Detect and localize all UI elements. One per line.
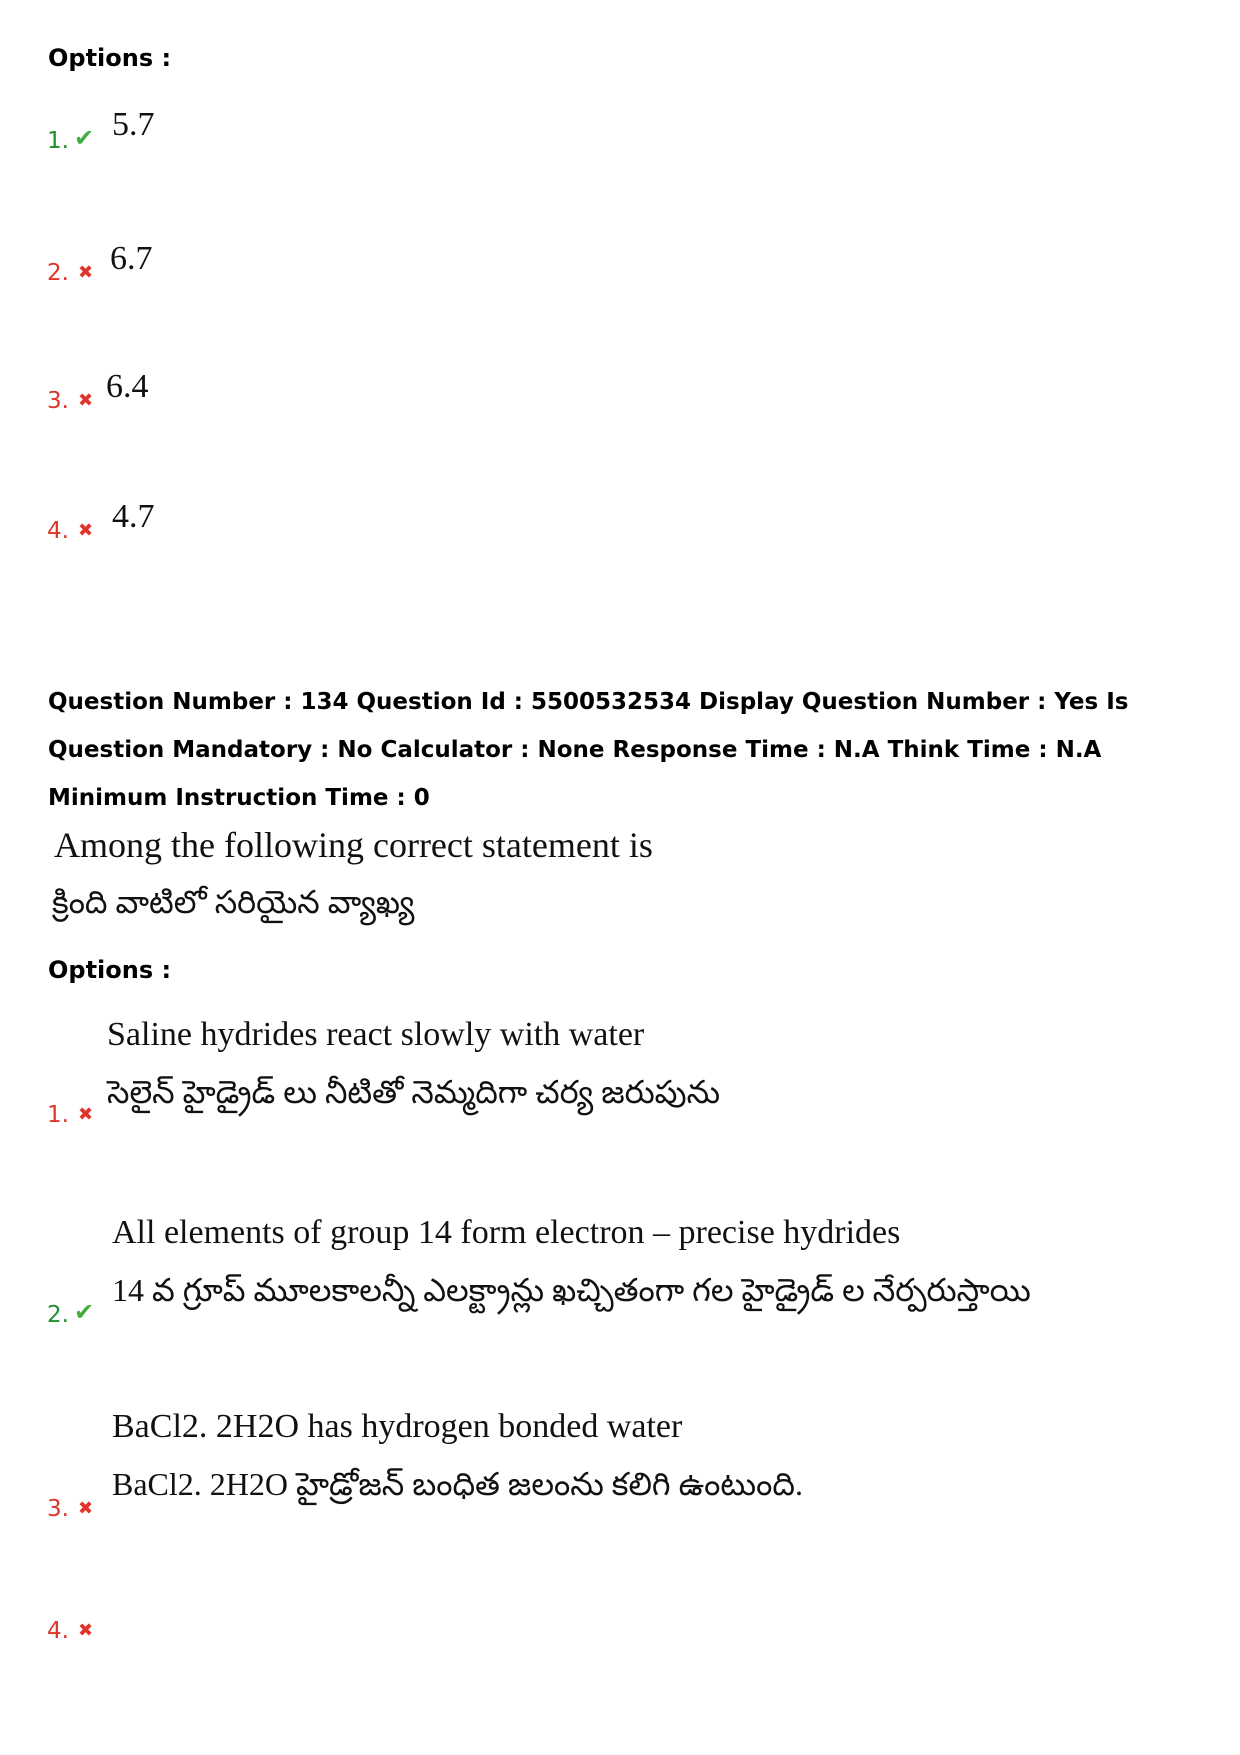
option-number: 2. [47, 260, 69, 286]
option-value: 5.7 [112, 106, 155, 143]
option-text-en: Saline hydrides react slowly with water [107, 1016, 645, 1053]
option-number: 3. [47, 388, 69, 414]
option-number: 4. [47, 518, 69, 544]
cross-icon: ✖ [78, 262, 94, 283]
question-text-te: క్రింది వాటిలో సరియైన వ్యాఖ్య [52, 884, 415, 920]
options-label: Options : [48, 44, 172, 72]
option-number: 4. [47, 1618, 69, 1644]
option-text-en: All elements of group 14 form electron – precise hydrides [112, 1214, 901, 1251]
option-text-te: 14 వ గ్రూప్ మూలకాలన్నీ ఎలక్ట్రాన్లు ఖచ్చితంగా గల హైడ్రైడ్ ల నేర్పరుస్తాయి [112, 1272, 1031, 1308]
option-number: 1. [47, 128, 69, 154]
cross-icon: ✖ [78, 1104, 94, 1125]
question-text-en: Among the following correct statement is [54, 825, 653, 865]
cross-icon: ✖ [78, 1620, 94, 1641]
check-icon: ✔ [74, 1298, 95, 1326]
option-value: 6.4 [106, 368, 149, 405]
option-value: 6.7 [110, 240, 153, 277]
option-number: 3. [47, 1496, 69, 1522]
option-number: 2. [47, 1302, 69, 1328]
option-text-en: BaCl2. 2H2O has hydrogen bonded water [112, 1408, 683, 1445]
option-text-te: సెలైన్ హైడ్రైడ్ లు నీటితో నెమ్మదిగా చర్య జరుపును [107, 1074, 721, 1110]
cross-icon: ✖ [78, 1498, 94, 1519]
option-number: 1. [47, 1102, 69, 1128]
cross-icon: ✖ [78, 390, 94, 411]
cross-icon: ✖ [78, 520, 94, 541]
option-value: 4.7 [112, 498, 155, 535]
question-header: Question Number : 134 Question Id : 5500532534 Display Question Number : Yes Is Question Mandatory : No Calculator : None Response Time : N.A Think Time : N.A Minimum Instruction Time : 0 [48, 689, 1129, 811]
option-text-te: BaCl2. 2H2O హైడ్రోజన్ బంధిత జలంను కలిగి ఉంటుంది. [112, 1466, 803, 1502]
check-icon: ✔ [74, 124, 95, 152]
options-label: Options : [48, 956, 172, 984]
